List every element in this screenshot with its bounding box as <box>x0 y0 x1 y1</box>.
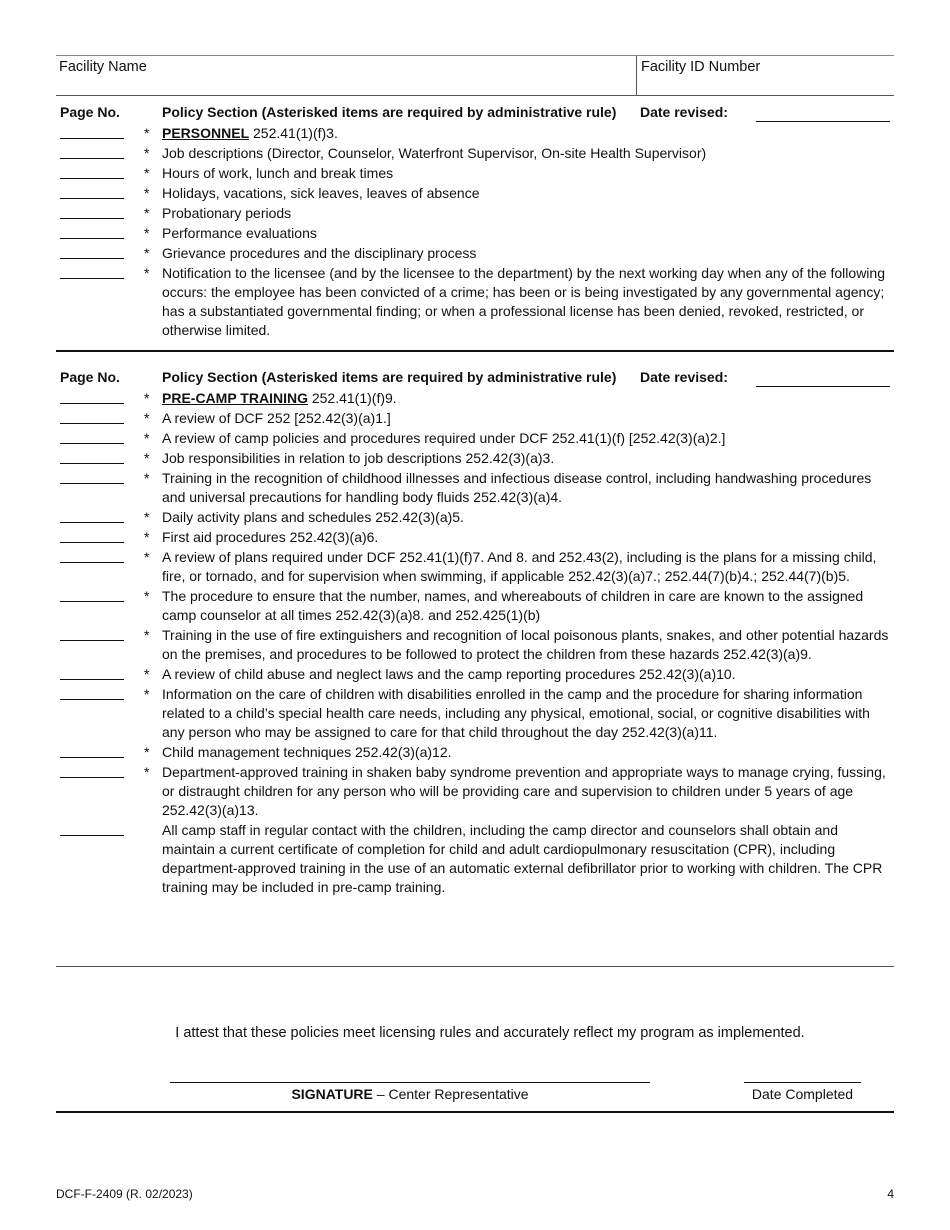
policy-item-description: Job responsibilities in relation to job descriptions 252.42(3)(a)3. <box>162 450 555 466</box>
policy-item-text <box>162 469 890 507</box>
policy-item <box>56 184 894 203</box>
policy-item-description: First aid procedures 252.42(3)(a)6. <box>162 529 379 545</box>
required-asterisk: * <box>144 430 150 446</box>
policy-item-description: A review of plans required under DCF 252.41(1)(f)7. And 8. and 252.43(2), including is the plans for a missing child, fire, or tornado, and for supervision when swimming, if applicable 252.42(3)(a)7.; 252.44(7)(b)4.; 252.44(7)(b)5. <box>162 549 877 584</box>
required-asterisk: * <box>144 205 150 221</box>
policy-item <box>56 244 894 263</box>
page-no-field[interactable] <box>60 757 124 758</box>
policy-item-description: A review of DCF 252 [252.42(3)(a)1.] <box>162 410 391 426</box>
required-asterisk: * <box>144 470 150 486</box>
policy-item <box>56 449 894 468</box>
facility-header-row <box>56 55 894 96</box>
page-no-field[interactable] <box>60 522 124 523</box>
policy-item-description: The procedure to ensure that the number, names, and whereabouts of children in care are known to the assigned camp counselor at all times 252.42(3)(a)8. and 252.425(1)(b) <box>162 588 864 623</box>
page-no-field[interactable] <box>60 198 124 199</box>
policy-item-text <box>162 821 890 897</box>
policy-item-text <box>162 224 890 243</box>
policy-item <box>56 264 894 340</box>
page-no-field[interactable] <box>60 601 124 602</box>
page-no-field[interactable] <box>60 562 124 563</box>
policy-item-text <box>162 587 890 625</box>
policy-item-description: A review of camp policies and procedures required under DCF 252.41(1)(f) [252.42(3)(a)2.] <box>162 430 726 446</box>
date-revised-label: Date revised: <box>640 104 728 120</box>
signature-rule <box>56 1111 894 1113</box>
required-asterisk: * <box>144 225 150 241</box>
policy-item <box>56 587 894 625</box>
page-no-header: Page No. <box>60 369 120 385</box>
required-asterisk: * <box>144 627 150 643</box>
policy-item-text <box>162 204 890 223</box>
policy-item <box>56 528 894 547</box>
required-asterisk: * <box>144 410 150 426</box>
policy-item-description: Information on the care of children with disabilities enrolled in the camp and the procedure for sharing information related to a child’s special health care needs, including any physical, emotional, social, or cognitive disabilities with any person who may be assigned to care for that child throughout the day 252.42(3)(a)11. <box>162 686 870 740</box>
policy-item-text <box>162 508 890 527</box>
required-asterisk: * <box>144 125 150 141</box>
policy-item-description: Department-approved training in shaken baby syndrome prevention and appropriate ways to manage crying, fussing, or distraught children for any person who will be providing care and supervision to children under 5 years of age 252.42(3)(a)13. <box>162 764 886 818</box>
policy-item-text <box>162 763 890 820</box>
page-no-field[interactable] <box>60 463 124 464</box>
policy-item <box>56 144 894 163</box>
policy-item-text <box>162 244 890 263</box>
date-completed-field[interactable] <box>744 1082 861 1083</box>
section-header <box>56 104 894 124</box>
attestation-statement: I attest that these policies meet licensing rules and accurately reflect my program as implemented. <box>175 1025 805 1041</box>
policy-item <box>56 469 894 507</box>
page-no-field[interactable] <box>60 218 124 219</box>
policy-item-description: Performance evaluations <box>162 225 317 241</box>
page-no-header: Page No. <box>60 104 120 120</box>
policy-item-description: Job descriptions (Director, Counselor, Waterfront Supervisor, On-site Health Supervisor) <box>162 145 707 161</box>
required-asterisk: * <box>144 549 150 565</box>
policy-item <box>56 743 894 762</box>
required-asterisk: * <box>144 588 150 604</box>
policy-item-text <box>162 144 890 163</box>
page-no-field[interactable] <box>60 483 124 484</box>
policy-item <box>56 409 894 428</box>
page-no-field[interactable] <box>60 278 124 279</box>
policy-item-text <box>162 528 890 547</box>
section-divider <box>56 966 894 967</box>
policy-item <box>56 763 894 820</box>
required-asterisk: * <box>144 185 150 201</box>
policy-item <box>56 821 894 897</box>
page-no-field[interactable] <box>60 443 124 444</box>
required-asterisk: * <box>144 686 150 702</box>
policy-item-text <box>162 685 890 742</box>
policy-item-description: A review of child abuse and neglect laws and the camp reporting procedures 252.42(3)(a)10. <box>162 666 736 682</box>
policy-item-description: Hours of work, lunch and break times <box>162 165 394 181</box>
policy-item-description: Notification to the licensee (and by the licensee to the department) by the next working day when any of the following occurs: the employee has been convicted of a crime; has been or is being investigated by any governmental agency; has a substantiated governmental finding; or when a professional license has been denied, revoked, restricted, or otherwise limited. <box>162 265 885 338</box>
policy-item-text <box>162 264 890 340</box>
page-no-field[interactable] <box>60 238 124 239</box>
form-id: DCF-F-2409 (R. 02/2023) <box>56 1187 193 1201</box>
date-revised-field[interactable] <box>756 121 890 122</box>
policy-item-text <box>162 449 890 468</box>
page-no-field[interactable] <box>60 699 124 700</box>
policy-item-description: Child management techniques 252.42(3)(a)12. <box>162 744 452 760</box>
policy-item-text <box>162 409 890 428</box>
policy-item <box>56 124 894 143</box>
policy-item <box>56 224 894 243</box>
policy-item-text <box>162 124 890 143</box>
page-no-field[interactable] <box>60 178 124 179</box>
signature-label-bold: SIGNATURE <box>291 1086 373 1102</box>
facility-name-label: Facility Name <box>59 59 147 75</box>
policy-item <box>56 685 894 742</box>
pre-camp-training-section <box>56 369 894 898</box>
page-no-field[interactable] <box>60 640 124 641</box>
policy-item-description: All camp staff in regular contact with the children, including the camp director and counselors shall obtain and maintain a current certificate of completion for child and adult cardiopulmonary resuscitation (CPR), including department-approved training in the use of an automatic external defibrillator prior to working with children. The CPR training may be included in pre-camp training. <box>162 822 883 895</box>
policy-item <box>56 665 894 684</box>
policy-item-text <box>162 164 890 183</box>
policy-item-description: Holidays, vacations, sick leaves, leaves of absence <box>162 185 480 201</box>
date-completed-label: Date Completed <box>751 1086 854 1102</box>
policy-item <box>56 508 894 527</box>
policy-item-list <box>56 124 894 340</box>
policy-item <box>56 164 894 183</box>
policy-item-description: 252.41(1)(f)9. <box>307 390 397 406</box>
required-asterisk: * <box>144 245 150 261</box>
page-no-field[interactable] <box>60 423 124 424</box>
policy-item-description: Probationary periods <box>162 205 292 221</box>
date-revised-label: Date revised: <box>640 369 728 385</box>
page-no-field[interactable] <box>60 777 124 778</box>
required-asterisk: * <box>144 265 150 281</box>
policy-item <box>56 389 894 408</box>
required-asterisk: * <box>144 145 150 161</box>
policy-item <box>56 548 894 586</box>
required-asterisk: * <box>144 764 150 780</box>
policy-item-text <box>162 429 890 448</box>
policy-item-text <box>162 548 890 586</box>
policy-item-description: 252.41(1)(f)3. <box>249 125 338 141</box>
policy-section-title: PRE-CAMP TRAINING <box>162 390 308 406</box>
required-asterisk: * <box>144 666 150 682</box>
policy-item-text <box>162 389 890 408</box>
policy-item-text <box>162 743 890 762</box>
required-asterisk: * <box>144 509 150 525</box>
policy-item <box>56 429 894 448</box>
policy-item-text <box>162 665 890 684</box>
policy-item-description: Training in the use of fire extinguishers and recognition of local poisonous plants, snakes, and other potential hazards on the premises, and procedures to be followed to protect the children from these hazards 252.42(3)(a)9. <box>162 627 889 662</box>
section-header <box>56 369 894 389</box>
required-asterisk: * <box>144 450 150 466</box>
required-asterisk: * <box>144 744 150 760</box>
policy-section-header: Policy Section (Asterisked items are required by administrative rule) <box>162 104 617 120</box>
page-no-field[interactable] <box>60 835 124 836</box>
required-asterisk: * <box>144 165 150 181</box>
policy-item-description: Daily activity plans and schedules 252.42(3)(a)5. <box>162 509 464 525</box>
policy-item-list <box>56 389 894 897</box>
page-no-field[interactable] <box>60 679 124 680</box>
policy-section-header: Policy Section (Asterisked items are required by administrative rule) <box>162 369 617 385</box>
facility-id-label: Facility ID Number <box>641 59 761 75</box>
policy-item-text <box>162 626 890 664</box>
signature-field[interactable] <box>170 1082 650 1083</box>
page-no-field[interactable] <box>60 158 124 159</box>
section-divider <box>56 350 894 352</box>
personnel-section <box>56 104 894 341</box>
required-asterisk: * <box>144 529 150 545</box>
policy-item-description: Grievance procedures and the disciplinary process <box>162 245 477 261</box>
signature-label <box>170 1086 650 1102</box>
page-no-field[interactable] <box>60 542 124 543</box>
page-no-field[interactable] <box>60 138 124 139</box>
policy-item <box>56 204 894 223</box>
signature-label-rest: – Center Representative <box>372 1086 529 1102</box>
policy-item-text <box>162 184 890 203</box>
policy-item-description: Training in the recognition of childhood illnesses and infectious disease control, including handwashing procedures and universal precautions for handling body fluids 252.42(3)(a)4. <box>162 470 872 505</box>
page-number: 4 <box>887 1187 894 1201</box>
required-asterisk: * <box>144 390 150 406</box>
header-divider <box>636 56 637 95</box>
page-no-field[interactable] <box>60 403 124 404</box>
date-revised-field[interactable] <box>756 386 890 387</box>
page-no-field[interactable] <box>60 258 124 259</box>
policy-section-title: PERSONNEL <box>162 125 250 141</box>
policy-item <box>56 626 894 664</box>
